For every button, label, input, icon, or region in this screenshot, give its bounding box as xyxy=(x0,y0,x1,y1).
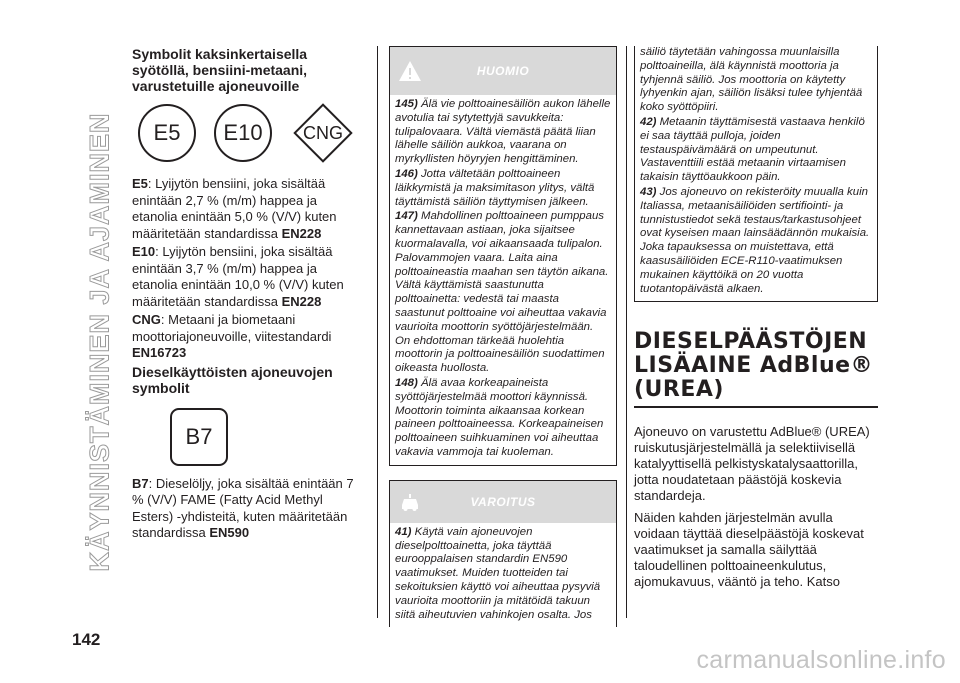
note-item: 148) Älä avaa korkeapaineista syöttöjärjestelmää moottori käynnissä. Moottorin toiminta aikaansaa korkean paineen polttoaineessa. Korkeapaineisen polttoaineen suihkuaminen voi aiheuttaa vakavia vammoja tai kuoleman. xyxy=(395,376,604,458)
warning-item: 43) Jos ajoneuvo on rekisteröity muualla kuin Italiassa, metaanisäiliöiden sertifiointi- ja tunnistustiedot sekä testaus/tarkastusohjeet ovat kyseisen maan lainsäädännön mukaisia. Joka tapauksessa on muistettava, että kaasusäiliöiden ECE-R110-vaatimuksen mukainen käyttöikä on 20 vuotta tuotantopäivästä alkaen. xyxy=(640,185,870,295)
column-notes xyxy=(389,46,617,627)
adblue-paragraph: Näiden kahden järjestelmän avulla voidaan täyttää dieselpäästöjä koskevat vaatimukset ja samalla säilyttää taloudellinen polttoaineenkulutus, ajomukavuus, vääntö ja teho. Katso xyxy=(634,510,864,590)
note-item: 145) Älä vie polttoainesäiliön aukon lähelle avotulia tai sytytettyjä savukkeita: tulipalovaara. Vältä viemästä päätä liian lähelle säiliön aukkoa, vaarana on myrkyllisten höyryjen hengittäminen. xyxy=(395,98,611,166)
sidebar-chapter-title: KÄYNNISTÄMINEN JA AJAMINEN xyxy=(84,112,115,572)
fuel-badges-row xyxy=(132,102,358,164)
e10-badge-icon: E10 xyxy=(214,104,272,162)
warning-triangle-icon xyxy=(398,59,422,83)
e5-description: E5: Lyijytön bensiini, joka sisältää enintään 2,7 % (m/m) happea ja etanolia enintään 5,0 % (V/V) kuten määritetään standardissa EN228 xyxy=(132,176,337,241)
heading-rule xyxy=(634,406,878,408)
column-divider xyxy=(377,46,378,618)
warning-box xyxy=(389,480,617,628)
cng-description: CNG: Metaani ja biometaani moottoriajoneuvoille, viitestandardi EN16723 xyxy=(132,312,332,360)
cng-badge-icon: CNG xyxy=(292,102,354,164)
warning-item: 41) Käytä vain ajoneuvojen dieselpolttoainetta, joka täyttää eurooppalaisen standardin EN590 vaatimukset. Muiden tuotteiden tai sekoituksien käyttö voi aiheuttaa pysyviä vaurioita moottoriin ja mitätöidä takuun siitä aiheutuvien vahinkojen osalta. Jos xyxy=(395,525,601,621)
column-adblue xyxy=(634,46,878,592)
e5-badge-icon: E5 xyxy=(138,104,196,162)
note-title: HUOMIO xyxy=(476,64,530,78)
car-warning-icon xyxy=(398,490,422,514)
note-item: 147) Mahdollinen polttoaineen pumppaus kannettavaan astiaan, joka sijaitsee kuormalavalla, voi aikaansaada tulipalon. Palovammojen vaara. Laita aina polttoaineastia maahan sen täytön aikana. Vältä käyttämistä saastunutta polttoainetta: vedestä tai maasta saastunut polttoaine voi aiheuttaa vakavia vaurioita moottorin syöttöjärjestelmään. On ehdottoman tärkeää huolehtia moottorin ja polttoainesäiliön suodattimen oikeasta huollosta. xyxy=(395,210,609,375)
b7-badge-icon: B7 xyxy=(170,408,228,466)
section-heading: Symbolit kaksinkertaisella syötöllä, bensiini-metaani, varustetuille ajoneuvoille xyxy=(132,46,308,94)
column-divider xyxy=(626,46,627,618)
note-box xyxy=(389,46,617,466)
warning-continuation-text: säiliö täytetään vahingossa muunlaisilla polttoaineilla, älä käynnistä moottoria ja tyhjennä säiliö. Jos moottoria on käytetty lyhyenkin ajan, säiliön lisäksi tulee tyhjentää koko syöttöpiiri. xyxy=(640,46,863,114)
note-box-header xyxy=(390,47,616,95)
warning-title: VAROITUS xyxy=(470,494,536,509)
e10-description: E10: Lyijytön bensiini, joka sisältää enintään 3,7 % (m/m) happea ja etanolia enintään 10,0 % (V/V) kuten määritetään standardissa EN228 xyxy=(132,244,344,309)
watermark-text: carmanualsonline.info xyxy=(696,646,946,674)
page-number: 142 xyxy=(72,630,101,649)
b7-description: B7: Dieselöljy, joka sisältää enintään 7 % (V/V) FAME (Fatty Acid Methyl Esters) -yhdisteitä, kuten määritetään standardissa EN590 xyxy=(132,475,354,540)
note-item: 146) Jotta vältetään polttoaineen läikkymistä ja maksimitason ylitys, vältä täyttämistä säiliön täyttymisen jälkeen. xyxy=(395,167,595,208)
diesel-heading: Dieselkäyttöisten ajoneuvojen symbolit xyxy=(132,363,333,396)
warning-continuation xyxy=(634,46,878,302)
column-fuel-symbols xyxy=(132,46,358,544)
warning-item: 42) Metaanin täyttämisestä vastaava henkilö ei saa täyttää pulloja, joiden testauspäivämäärä on umpeutunut. Vastaventtiili estää metaanin virtaamisen takaisin täyttöaukkoon päin. xyxy=(640,115,865,184)
warning-box-header xyxy=(390,481,616,523)
adblue-heading: DIESELPÄÄSTÖJEN LISÄAINE AdBlue® (UREA) xyxy=(634,329,874,403)
adblue-paragraph: Ajoneuvo on varustettu AdBlue® (UREA) ruiskutusjärjestelmällä ja selektiivisellä katalyyttisellä pelkistyskatalysaattorilla, jotta noudatetaan päästöjä koskevia standardeja. xyxy=(634,424,870,504)
